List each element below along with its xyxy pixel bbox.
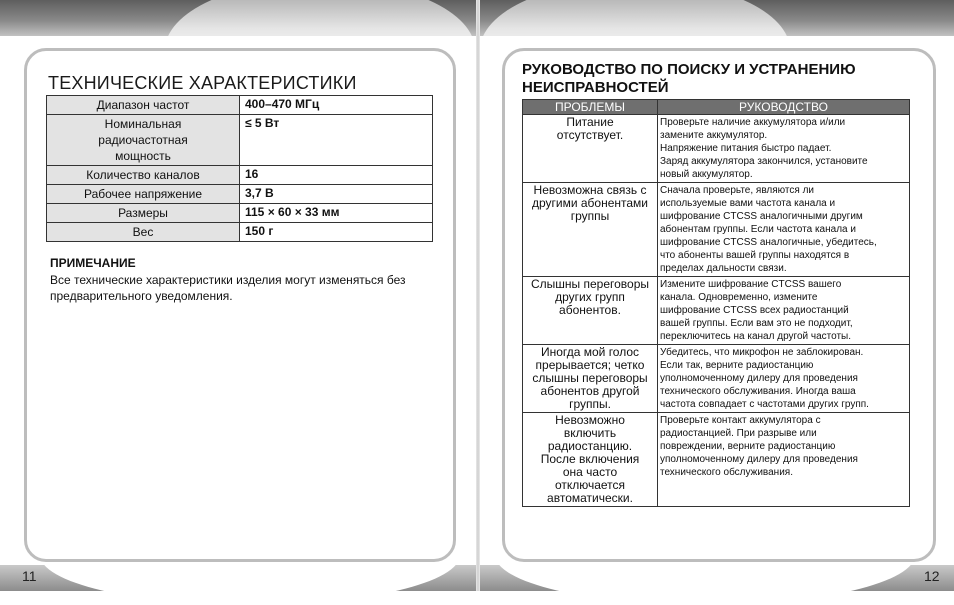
text-line: Измените шифрование CTCSS вашего — [660, 279, 842, 290]
spec-label — [47, 96, 240, 115]
text-line: уполномоченному дилеру для проведения — [660, 454, 858, 465]
spec-row — [47, 185, 433, 204]
troubleshooting-row — [523, 277, 910, 345]
book-spine — [476, 0, 480, 591]
text-line: частота совпадает с частотами других групп. — [660, 399, 869, 410]
problem-cell — [523, 413, 658, 507]
troubleshooting-row — [523, 345, 910, 413]
text-line: Напряжение питания быстро падает. — [660, 143, 832, 154]
text-line: Слышны переговоры — [530, 277, 650, 291]
text-line: Невозможна связь с — [533, 183, 647, 197]
text-line: она часто — [562, 465, 618, 479]
text-line: радиостанцию. — [547, 439, 633, 453]
solution-cell — [658, 183, 910, 277]
spec-value: 115 × 60 × 33 мм — [240, 204, 433, 223]
text-line: Невозможно — [555, 413, 625, 427]
spec-value: 16 — [240, 166, 433, 185]
problem-cell — [523, 277, 658, 345]
spec-row — [47, 96, 433, 115]
guidance-column-header: РУКОВОДСТВО — [658, 100, 910, 115]
text-line: Питание — [566, 115, 614, 129]
text-line: канала. Одновременно, измените — [660, 292, 818, 303]
specifications-table — [46, 95, 433, 242]
specifications-title: ТЕХНИЧЕСКИЕ ХАРАКТЕРИСТИКИ — [48, 73, 357, 93]
troubleshooting-row — [523, 183, 910, 277]
spec-label — [47, 166, 240, 185]
problem-cell — [523, 115, 658, 183]
troubleshooting-row — [523, 115, 910, 183]
text-line: Номинальная — [104, 117, 182, 131]
solution-cell — [658, 413, 910, 507]
spec-label — [47, 115, 240, 166]
text-line: слышны переговоры — [532, 371, 648, 385]
text-line: используемые вами частота канала и — [660, 198, 836, 209]
spec-label — [47, 185, 240, 204]
text-line: повреждении, верните радиостанцию — [660, 441, 836, 452]
text-line: переключитесь на канал другой частоты. — [660, 331, 851, 342]
text-line: Вес — [132, 225, 154, 239]
spec-value: ≤ 5 Вт — [240, 115, 433, 166]
text-line: Иногда мой голос — [540, 345, 640, 359]
text-line: уполномоченному дилеру для проведения — [660, 373, 858, 384]
text-line: абонентов другой — [540, 384, 640, 398]
problem-cell — [523, 183, 658, 277]
troubleshooting-table — [522, 99, 910, 507]
text-line: Убедитесь, что микрофон не заблокирован. — [660, 347, 864, 358]
spec-row — [47, 166, 433, 185]
text-line: что абоненты вашей группы находятся в — [660, 250, 850, 261]
text-line: вашей группы. Если вам это не подходит, — [660, 318, 853, 329]
text-line: Если так, верните радиостанцию — [660, 360, 814, 371]
text-line: технического обслуживания. — [660, 467, 793, 478]
text-line: Размеры — [118, 206, 168, 220]
spec-label — [47, 204, 240, 223]
text-line: абонентов. — [559, 303, 621, 317]
text-line: шифрование CTCSS всех радиостанций — [660, 305, 849, 316]
text-line: Заряд аккумулятора закончился, установите — [660, 156, 868, 167]
text-line: другими абонентами — [531, 196, 649, 210]
text-line: шифрование CTCSS аналогичными другим — [660, 211, 863, 222]
note-title: ПРИМЕЧАНИЕ — [50, 256, 136, 270]
text-line: радиочастотная — [98, 133, 188, 147]
note-text: Все технические характеристики изделия могут изменяться без предварительного уведомления. — [50, 273, 406, 303]
text-line: пределах дальности связи. — [660, 263, 787, 274]
solution-cell — [658, 115, 910, 183]
text-line: других групп — [555, 290, 625, 304]
troubleshooting-header-row — [523, 100, 910, 115]
troubleshooting-row — [523, 413, 910, 507]
text-line: Рабочее напряжение — [83, 187, 203, 201]
spec-value: 3,7 В — [240, 185, 433, 204]
troubleshooting-title — [522, 61, 902, 97]
problem-cell — [523, 345, 658, 413]
text-line: радиостанцией. При разрыве или — [660, 428, 817, 439]
text-line: новый аккумулятор. — [660, 169, 753, 180]
page-number-left: 11 — [22, 568, 37, 584]
spec-value: 400–470 МГц — [240, 96, 433, 115]
text-line: технического обслуживания. Иногда ваша — [660, 386, 856, 397]
text-line: абонентам группы. Если частота канала и — [660, 224, 856, 235]
text-line: прерывается; четко — [535, 358, 645, 372]
text-line: Сначала проверьте, являются ли — [660, 185, 815, 196]
text-line: Диапазон частот — [96, 98, 190, 112]
spec-row — [47, 223, 433, 242]
text-line: включить — [563, 426, 617, 440]
text-line: Проверьте наличие аккумулятора и/или — [660, 117, 846, 128]
text-line: группы — [570, 209, 610, 223]
text-line: замените аккумулятор. — [660, 130, 768, 141]
text-line: После включения — [540, 452, 640, 466]
problems-column-header: ПРОБЛЕМЫ — [523, 100, 658, 115]
spec-value: 150 г — [240, 223, 433, 242]
troubleshooting-title-line: РУКОВОДСТВО ПО ПОИСКУ И УСТРАНЕНИЮ — [522, 61, 856, 78]
solution-cell — [658, 345, 910, 413]
spec-row — [47, 204, 433, 223]
text-line: группы. — [569, 397, 611, 411]
spec-label — [47, 223, 240, 242]
page-number-right: 12 — [924, 568, 940, 584]
footer-arch-right — [495, 555, 915, 605]
text-line: шифрование CTCSS аналогичные, убедитесь, — [660, 237, 877, 248]
text-line: Проверьте контакт аккумулятора с — [660, 415, 821, 426]
spec-row — [47, 115, 433, 166]
text-line: Количество каналов — [86, 168, 200, 182]
text-line: автоматически. — [547, 491, 633, 505]
text-line: отключается — [554, 478, 626, 492]
solution-cell — [658, 277, 910, 345]
text-line: мощность — [115, 149, 171, 163]
text-line: отсутствует. — [556, 128, 624, 142]
footer-arch-left — [40, 555, 460, 605]
troubleshooting-title-line: НЕИСПРАВНОСТЕЙ — [522, 79, 669, 96]
